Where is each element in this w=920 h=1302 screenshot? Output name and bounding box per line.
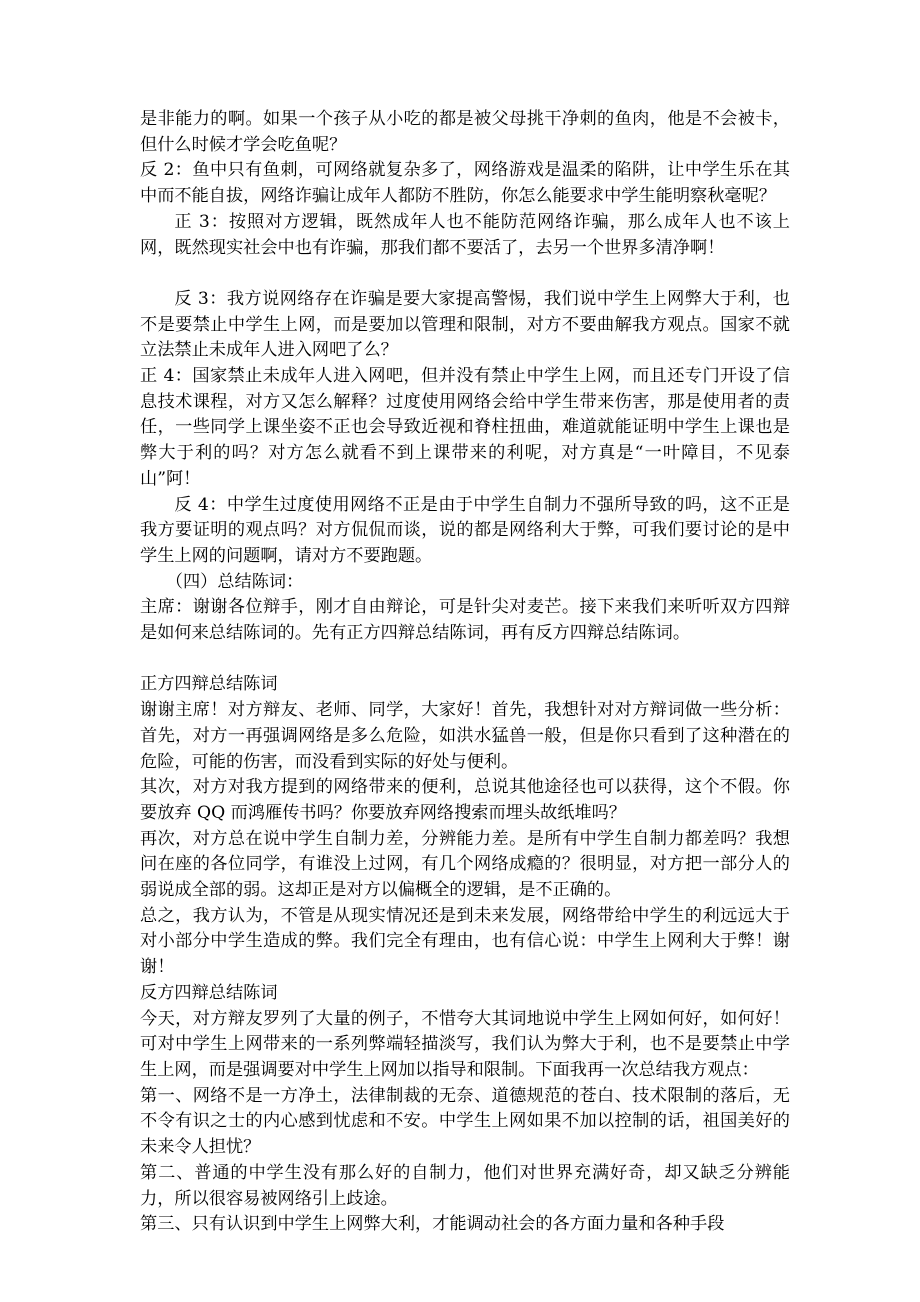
paragraph-con-2: 反 2：鱼中只有鱼刺，可网络就复杂多了，网络游戏是温柔的陷阱，让中学生乐在其中而不能自拔，网络诈骗让成年人都防不胜防，你怎么能要求中学生能明察秋毫呢？ — [140, 160, 790, 207]
paragraph-pro-3: 正 3：按照对方逻辑，既然成年人也不能防范网络诈骗，那么成年人也不该上网，既然现实社会中也有诈骗，那我们都不要活了，去另一个世界多清净啊！ — [140, 211, 790, 258]
paragraph-con-closing-3: 第二、普通的中学生没有那么好的自制力，他们对世界充满好奇，却又缺乏分辨能力，所以很容易被网络引上歧途。 — [140, 1162, 790, 1209]
subheading-con-closing: 反方四辩总结陈词 — [140, 982, 278, 1003]
paragraph-con-4: 反 4：中学生过度使用网络不正是由于中学生自制力不强所导致的吗，这不正是我方要证明的观点吗？对方侃侃而谈，说的都是网络利大于弊，可我们要讨论的是中学生上网的问题啊，请对方不要跑题。 — [140, 494, 790, 566]
paragraph-continued: 是非能力的啊。如果一个孩子从小吃的都是被父母挑干净刺的鱼肉，他是不会被卡，但什么时候才学会吃鱼呢？ — [140, 109, 790, 155]
paragraph-pro-closing-2: 其次，对方对我方提到的网络带来的便利，总说其他途径也可以获得，这个不假。你要放弃 QQ 而鸿雁传书吗？你要放弃网络搜索而埋头故纸堆吗？ — [140, 777, 790, 823]
section-heading-closing: （四）总结陈词： — [165, 571, 304, 592]
paragraph-pro-closing-4: 总之，我方认为，不管是从现实情况还是到未来发展，网络带给中学生的利远远大于对小部分中学生造成的弊。我们完全有理由，也有信心说：中学生上网利大于弊！谢谢！ — [140, 905, 790, 978]
paragraph-pro-closing-1: 谢谢主席！对方辩友、老师、同学，大家好！首先，我想针对对方辩词做一些分析：首先，对方一再强调网络是多么危险，如洪水猛兽一般，但是你只看到了这种潜在的危险，可能的伤害，而没看到实际的好处与便利。 — [140, 700, 790, 772]
paragraph-con-closing-1: 今天，对方辩友罗列了大量的例子，不惜夸大其词地说中学生上网如何好，如何好！可对中学生上网带来的一系列弊端轻描淡写，我们认为弊大于利，也不是要禁止中学生上网，而是强调要对中学生上网加以指导和限制。下面我再一次总结我方观点： — [140, 1008, 790, 1080]
subheading-pro-closing: 正方四辩总结陈词 — [140, 674, 278, 695]
paragraph-chair: 主席：谢谢各位辩手，刚才自由辩论，可是针尖对麦芒。接下来我们来听听双方四辩是如何来总结陈词的。先有正方四辩总结陈词，再有反方四辩总结陈词。 — [140, 597, 790, 644]
paragraph-con-3: 反 3：我方说网络存在诈骗是要大家提高警惕，我们说中学生上网弊大于利，也不是要禁止中学生上网，而是要加以管理和限制，对方不要曲解我方观点。国家不就立法禁止未成年人进入网吧了么？ — [140, 288, 790, 361]
paragraph-pro-4: 正 4：国家禁止未成年人进入网吧，但并没有禁止中学生上网，而且还专门开设了信息技术课程，对方又怎么解释？过度使用网络会给中学生带来伤害，那是使用者的责任，一些同学上课坐姿不正也会导致近视和脊柱扭曲，难道就能证明中学生上课也是弊大于利的吗？对方怎么就看不到上课带来的利呢，对方真是“一叶障目，不见泰山”阿！ — [140, 366, 790, 489]
paragraph-con-closing-2: 第一、网络不是一方净土，法律制裁的无奈、道德规范的苍白、技术限制的落后，无不令有识之士的内心感到忧虑和不安。中学生上网如果不加以控制的话，祖国美好的未来令人担忧？ — [140, 1085, 790, 1158]
paragraph-pro-closing-3: 再次，对方总在说中学生自制力差，分辨能力差。是所有中学生自制力都差吗？我想问在座的各位同学，有谁没上过网，有几个网络成瘾的？很明显，对方把一部分人的弱说成全部的弱。这却正是对方以偏概全的逻辑，是不正确的。 — [140, 828, 790, 901]
paragraph-con-closing-4: 第三、只有认识到中学生上网弊大利，才能调动社会的各方面力量和各种手段 — [140, 1214, 725, 1235]
document-page — [140, 107, 790, 1238]
